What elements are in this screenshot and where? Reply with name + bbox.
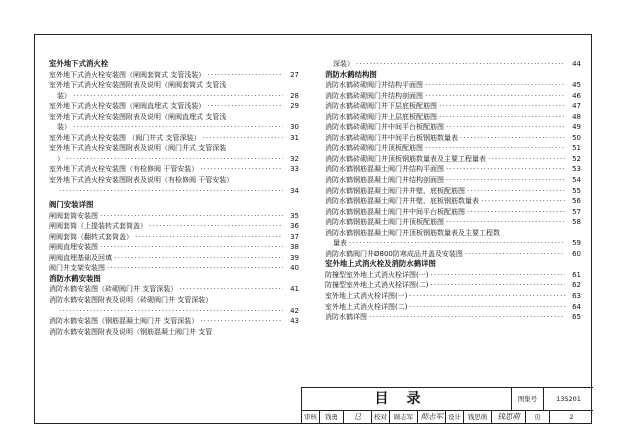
toc-entry-title: 消防水鹤安装图（钢筋混凝土阀门井 支管深装） [49, 317, 199, 326]
toc-entry-title: 消防水鹤砖砌阀门井结构剖面图 [325, 91, 423, 100]
toc-entry-title: 室外地下式消火栓安装图附表及说明（有检修阀 干管安装） [49, 176, 234, 185]
toc-entry-title: 室外地下式消火栓安装图（闸阀直埋式 支管浅装） [49, 102, 206, 111]
leader-dots [59, 186, 283, 197]
toc-entry-title: 消防水鹤钢筋混凝土阀门井顶板配筋图 [325, 218, 444, 227]
design-name: 钱思萌 [464, 410, 492, 423]
leader-dots [369, 312, 565, 323]
toc-entry-title: 消防水鹤安装图附表及说明（钢筋混凝土阀门井 支管 [49, 327, 213, 336]
toc-entry-page: 44 [572, 60, 581, 68]
toc-entry[interactable] [49, 211, 299, 222]
section-heading: 阀门安装详图 [49, 200, 94, 210]
toc-entry-page: 54 [572, 176, 581, 185]
review-signature: 㔾 [344, 410, 372, 423]
section-heading: 消防水鹤结构图 [325, 69, 377, 79]
leader-dots [439, 101, 565, 112]
leader-dots [430, 280, 565, 291]
toc-entry-page: 51 [572, 144, 581, 153]
leader-dots [446, 122, 565, 133]
leader-dots [465, 249, 565, 260]
toc-entry-title: 阀门井支架安装图 [49, 264, 105, 273]
section-heading: 消防水鹤安装图 [49, 273, 101, 283]
toc-entry-title: 闸阀套筒安装图 [49, 211, 98, 220]
toc-entry-title: 室外地下式消火栓安装图附表及说明（闸阀套筒式 支管浅 [49, 81, 227, 90]
toc-entry[interactable] [325, 186, 581, 197]
toc-entry-title: 消防水鹤砖砌阀门井顶板配筋图 [325, 144, 423, 153]
toc-entry-title: 室外地下式消火栓安装图附表及说明（闸阀直埋式 支管浅 [49, 112, 227, 121]
leader-dots [114, 253, 283, 264]
leader-dots [202, 133, 283, 144]
toc-entry-title: 防撞型室外地上式消火栓详图(二) [325, 281, 429, 290]
toc-entry[interactable] [49, 232, 299, 243]
page-number: 2 [569, 412, 574, 421]
toc-entry-title: 消防水鹤钢筋混凝土阀门井结构平面图 [325, 165, 444, 174]
toc-entry-page: 63 [572, 292, 581, 301]
toc-entry[interactable] [325, 228, 581, 239]
toc-entry[interactable] [49, 133, 299, 144]
toc-entry[interactable] [49, 327, 299, 338]
toc-right-column [325, 59, 581, 323]
leader-dots [481, 196, 565, 207]
toc-entry-title: 室外地下式消火栓安装图（闸阀套筒式 支管浅装） [49, 70, 206, 79]
toc-entry-title: 室外地下式消火栓安装图 （阀门井式 支管深装） [49, 133, 201, 142]
leader-dots [73, 91, 283, 102]
toc-entry-page: 58 [572, 218, 581, 227]
toc-entry-title: 消防水鹤砖砌阀门井下层底板配筋图 [325, 102, 437, 111]
toc-entry-title: 装） [57, 123, 71, 132]
design-signature: 钱思萌 [492, 410, 526, 423]
toc-entry-title: 室外地上式消火栓详图(二) [325, 302, 408, 311]
toc-entry-title: 消防水鹤钢筋混凝土阀门井井壁、底板配筋图 [325, 186, 465, 195]
leader-dots [200, 316, 283, 327]
review-name: 钱勇 [320, 410, 344, 423]
toc-entry-page: 52 [572, 154, 581, 163]
leader-dots [100, 242, 283, 253]
leader-dots [439, 112, 565, 123]
toc-entry-page: 40 [290, 264, 299, 273]
toc-entry-title: 消防水鹤钢筋混凝土阀门井顶板钢筋数量表及主要工程数 [325, 228, 500, 237]
toc-entry-page: 43 [290, 317, 299, 326]
leader-dots [59, 306, 283, 317]
toc-entry[interactable] [49, 154, 299, 165]
toc-entry-page: 62 [572, 281, 581, 290]
toc-entry-page: 49 [572, 123, 581, 132]
toc-entry[interactable] [325, 249, 581, 260]
toc-entry[interactable] [325, 175, 581, 186]
toc-entry[interactable] [325, 280, 581, 291]
toc-entry-page: 57 [572, 207, 581, 216]
toc-entry[interactable] [49, 306, 299, 317]
toc-entry-page: 47 [572, 102, 581, 111]
toc-entry[interactable] [49, 175, 299, 186]
toc-entry[interactable] [49, 80, 299, 91]
leader-dots [149, 221, 283, 232]
toc-entry[interactable] [325, 164, 581, 175]
toc-entry[interactable] [49, 316, 299, 327]
toc-entry-page: 55 [572, 186, 581, 195]
toc-entry-page: 64 [572, 302, 581, 311]
toc-entry[interactable] [49, 295, 299, 306]
toc-entry-page: 42 [290, 306, 299, 315]
toc-entry[interactable] [325, 122, 581, 133]
toc-entry[interactable] [325, 133, 581, 144]
toc-entry-title: 消防水鹤砖砌阀门井顶板钢筋数量表及主要工程量表 [325, 154, 486, 163]
toc-entry-title: 消防水鹤阀门井Ø800防寒成品井盖及安装图 [325, 249, 463, 258]
atlas-number-label: 图集号 [512, 388, 544, 410]
toc-entry[interactable] [49, 284, 299, 295]
check-label: 校对 [372, 410, 390, 423]
leader-dots [100, 211, 283, 222]
toc-entry-title: 闸阀直埋基础及回填 [49, 253, 112, 262]
toc-entry[interactable] [49, 112, 299, 123]
leader-dots [467, 207, 565, 218]
toc-entry-page: 31 [290, 133, 299, 142]
toc-entry-title: 装） [57, 91, 71, 100]
toc-entry-title: 消防水鹤砖砌阀门井中间平台板配筋图 [325, 123, 444, 132]
toc-entry-page: 41 [290, 285, 299, 294]
toc-entry[interactable] [325, 238, 581, 249]
leader-dots [207, 101, 283, 112]
toc-entry-title [49, 306, 57, 317]
leader-dots [73, 122, 283, 133]
toc-entry-page: 39 [290, 253, 299, 262]
leader-dots [107, 263, 283, 274]
toc-entry[interactable] [49, 122, 299, 133]
toc-entry-page: 38 [290, 243, 299, 252]
toc-entry-title: 深装） [333, 60, 354, 68]
leader-dots [349, 238, 565, 249]
toc-entry-page: 32 [290, 154, 299, 163]
toc-entry-page: 61 [572, 270, 581, 279]
toc-entry-page: 33 [290, 165, 299, 174]
toc-entry[interactable] [49, 242, 299, 253]
toc-entry-page: 45 [572, 81, 581, 90]
leader-dots [425, 91, 565, 102]
toc-entry-title: 消防水鹤砖砌阀门井中间平台板钢筋数量表 [325, 133, 458, 142]
toc-entry-title: 量表 [333, 239, 347, 248]
toc-entry[interactable] [49, 221, 299, 232]
toc-entry-page: 53 [572, 165, 581, 174]
toc-entry-title: 防撞型室外地上式消火栓详图(一) [325, 270, 429, 279]
toc-entry[interactable] [325, 154, 581, 165]
toc-entry[interactable] [325, 302, 581, 313]
toc-entry-page: 35 [290, 211, 299, 220]
toc-entry-title: 消防水鹤砖砌阀门井上层底板配筋图 [325, 112, 437, 121]
design-label: 设计 [446, 410, 464, 423]
toc-entry-page: 48 [572, 112, 581, 121]
toc-entry-title: 消防水鹤砖砌阀门井结构平面图 [325, 81, 423, 90]
leader-dots [409, 302, 565, 313]
toc-entry[interactable] [325, 101, 581, 112]
review-label: 审核 [302, 410, 320, 423]
toc-entry-title: 闸阀套筒（翻转式套筒盖） [49, 232, 133, 241]
toc-entry-title: 消防水鹤安装图附表及说明（砖砌阀门井 支管深装） [49, 296, 213, 305]
page-label: 页 [526, 410, 550, 423]
check-signature: 彻忐军 [418, 410, 446, 423]
toc-entry-title: 消防水鹤详图 [325, 313, 367, 322]
leader-dots [200, 164, 283, 175]
leader-dots [409, 291, 565, 302]
check-name: 顾志军 [390, 410, 418, 423]
leader-dots [66, 154, 283, 165]
toc-entry-page: 65 [572, 313, 581, 322]
toc-entry-title: 闸阀套筒（上提装转式套筒盖） [49, 222, 147, 231]
page-title: 目录 [302, 388, 512, 410]
drawing-frame [34, 34, 592, 424]
toc-entry-page: 27 [290, 70, 299, 79]
title-block [301, 387, 593, 423]
toc-entry[interactable] [49, 186, 299, 197]
toc-entry-title [49, 186, 57, 197]
toc-entry[interactable] [325, 143, 581, 154]
atlas-number-value: 13S201 [556, 395, 581, 403]
toc-entry-title: 室外地上式消火栓详图(一) [325, 292, 408, 301]
leader-dots [467, 186, 565, 197]
leader-dots [425, 80, 565, 91]
leader-dots [356, 59, 565, 70]
toc-entry[interactable] [49, 91, 299, 102]
toc-entry-page: 50 [572, 133, 581, 142]
leader-dots [135, 232, 283, 243]
leader-dots [488, 154, 565, 165]
toc-entry[interactable] [325, 312, 581, 323]
leader-dots [179, 284, 283, 295]
leader-dots [446, 175, 565, 186]
toc-entry[interactable] [49, 164, 299, 175]
toc-entry-page: 29 [290, 102, 299, 111]
toc-entry[interactable] [325, 59, 581, 70]
toc-entry[interactable] [325, 270, 581, 281]
toc-left-column [49, 59, 299, 337]
toc-entry[interactable] [325, 291, 581, 302]
leader-dots [430, 270, 565, 281]
toc-entry-page: 34 [290, 186, 299, 195]
toc-entry-title: 室外地下式消火栓安装图附表及说明（阀门井式 支管深装 [49, 144, 227, 153]
toc-entry-title: 消防水鹤钢筋混凝土阀门井结构剖面图 [325, 176, 444, 185]
section-heading: 室外地下式消火栓 [49, 59, 109, 68]
toc-entry[interactable] [325, 207, 581, 218]
toc-entry-title: 消防水鹤安装图（砖砌阀门井 支管深装） [49, 285, 178, 294]
leader-dots [446, 164, 565, 175]
toc-entry-page: 30 [290, 123, 299, 132]
leader-dots [446, 217, 565, 228]
toc-entry-page: 37 [290, 232, 299, 241]
toc-entry-title: ） [57, 154, 64, 163]
toc-entry-title: 室外地下式消火栓安装图（有检修阀 干管安装） [49, 165, 199, 174]
toc-entry[interactable] [49, 70, 299, 81]
toc-entry-title: 闸阀直埋安装图 [49, 243, 98, 252]
toc-entry-page: 59 [572, 239, 581, 248]
toc-entry[interactable] [49, 101, 299, 112]
toc-entry[interactable] [49, 143, 299, 154]
toc-entry[interactable] [325, 91, 581, 102]
toc-entry-page: 56 [572, 197, 581, 206]
toc-entry-page: 60 [572, 249, 581, 258]
toc-entry[interactable] [325, 80, 581, 91]
toc-entry-page: 46 [572, 91, 581, 100]
toc-entry-page: 36 [290, 222, 299, 231]
toc-entry[interactable] [49, 253, 299, 264]
toc-entry-title: 消防水鹤钢筋混凝土阀门井中间平台板配筋图 [325, 207, 465, 216]
toc-entry[interactable] [325, 217, 581, 228]
leader-dots [460, 133, 565, 144]
toc-entry[interactable] [49, 263, 299, 274]
section-heading: 室外地上式消火栓及消防水鹤详图 [325, 259, 436, 269]
toc-entry[interactable] [325, 112, 581, 123]
toc-entry[interactable] [325, 196, 581, 207]
leader-dots [207, 70, 283, 81]
toc-entry-title: 消防水鹤钢筋混凝土阀门井井壁、底板钢筋数量表 [325, 197, 479, 206]
toc-entry-page: 28 [290, 91, 299, 100]
leader-dots [425, 143, 565, 154]
